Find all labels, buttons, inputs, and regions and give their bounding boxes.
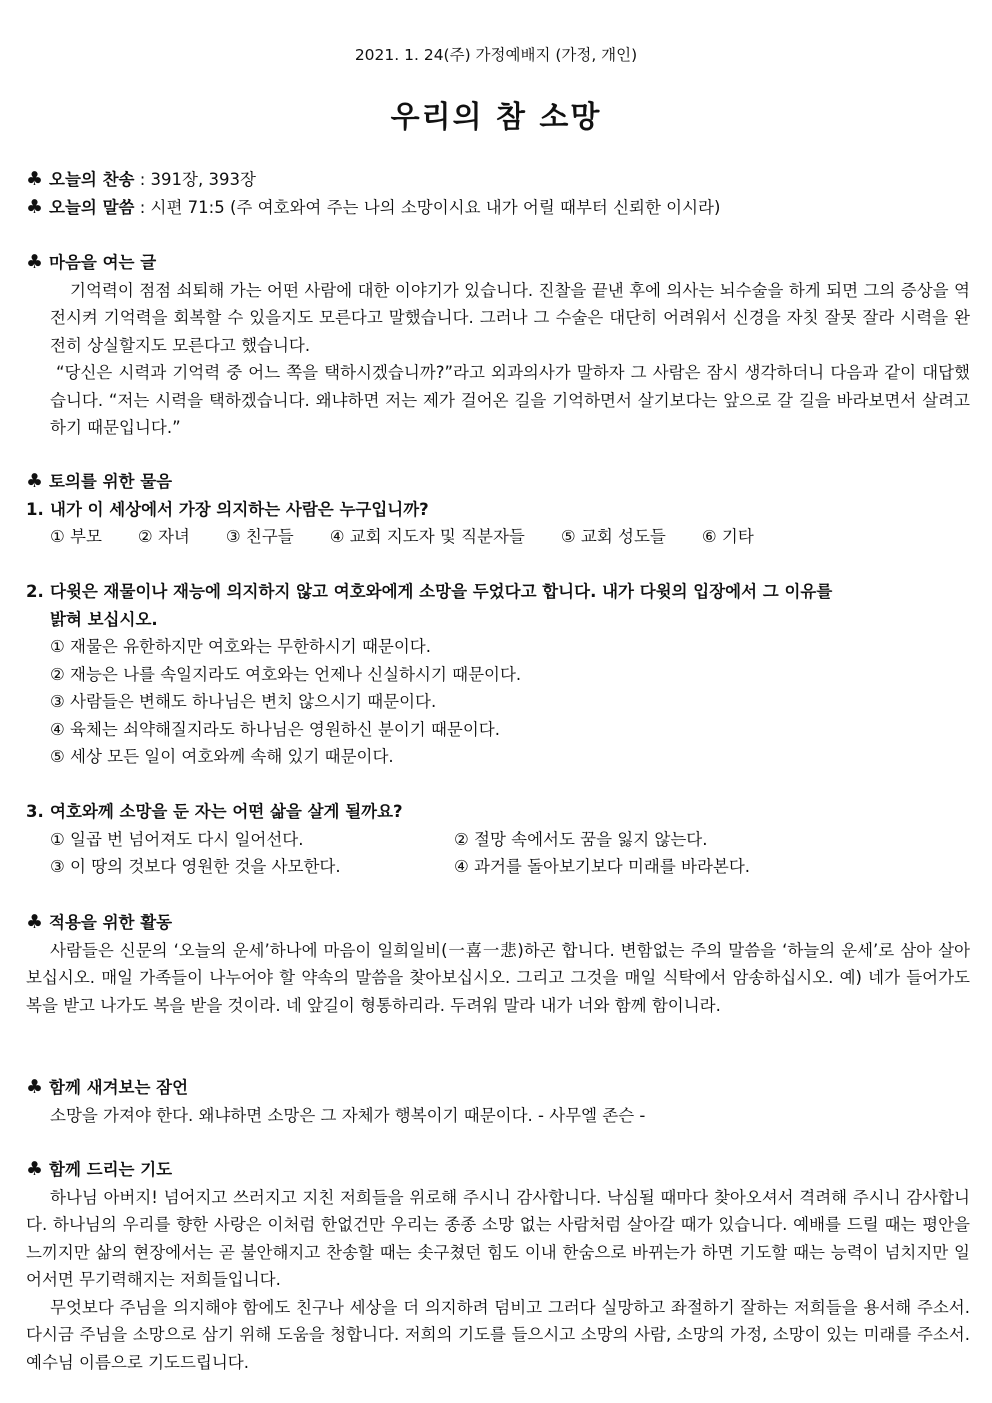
date-line: 2021. 1. 24(주) 가정예배지 (가정, 개인) [354,46,638,64]
section-title: 함께 드리는 기도 [49,1160,173,1179]
question-number: 2. [26,582,44,601]
question-1 [26,496,970,524]
option: ① 부모 [50,527,102,546]
info-section [26,166,970,221]
opening-heading [26,249,970,277]
question-3-section [26,798,970,881]
hymn-label: 오늘의 찬송 [49,170,135,189]
option: ① 일곱 번 넘어져도 다시 일어선다. [50,829,304,849]
section-title: 적용을 위한 활동 [49,913,173,932]
word-line [26,194,970,222]
option: ③ 사람들은 변해도 하나님은 변치 않으시기 때문이다. [50,692,437,711]
option: ④ 과거를 돌아보기보다 미래를 바라본다. [454,857,751,876]
option: ④ 교회 지도자 및 직분자들 [329,527,525,546]
question-text: 다윗은 재물이나 재능에 의지하지 않고 여호와에게 소망을 두었다고 합니다. 내가 다윗의 입장에서 그 이유를 [50,582,833,601]
option: ③ 친구들 [225,527,294,546]
proverb-section [26,1074,970,1129]
opening-paragraph-1: 기억력이 점점 쇠퇴해 가는 어떤 사람에 대한 이야기가 있습니다. 진찰을 끝낸 후에 의사는 뇌수술을 하게 되면 그의 증상을 역전시켜 기억력을 회복할 수 있을지도 모른다고 말했습니다. 그러나 그 수술은 대단히 어려워서 신경을 자칫 잘못 잘라 시력을 완전히 상실할지도 모른다고 했습니다. [50,280,970,355]
word-value: : 시편 71:5 (주 여호와여 주는 나의 소망이시요 내가 어릴 때부터 신뢰한 이시라) [134,197,721,217]
option: ③ 이 땅의 것보다 영원한 것을 사모한다. [50,857,341,876]
question-number: 1. [26,499,44,519]
club-bullet-icon: ♣ [26,1158,44,1180]
club-bullet-icon: ♣ [26,1076,44,1098]
opening-paragraph-2: “당신은 시력과 기억력 중 어느 쪽을 택하시겠습니까?”라고 외과의사가 말하자 그 사람은 잠시 생각하더니 다음과 같이 대답했습니다. “저는 시력을 택하겠습니다. 왜냐하면 저는 제가 걸어온 길을 기억하면서 살기보다는 앞으로 갈 길을 바라보면서 살려고 하기 때문입니다.” [50,363,970,437]
proverb-text: 소망을 가져야 한다. 왜냐하면 소망은 그 자체가 행복이기 때문이다. - 사무엘 존슨 - [50,1105,646,1125]
discussion-section [26,468,970,551]
question-3 [26,798,970,826]
option: ⑤ 교회 성도들 [560,527,666,546]
option: ② 절망 속에서도 꿈을 잃지 않는다. [454,829,708,849]
prayer-paragraph-1: 하나님 아버지! 넘어지고 쓰러지고 지친 저희들을 위로해 주시니 감사합니다. 낙심될 때마다 찾아오셔서 격려해 주시니 감사합니다. 하나님의 우리를 향한 사랑은 이처럼 한없건만 우리는 종종 소망 없는 사람처럼 살아갈 때가 있습니다. 예배를 드릴 때는 평안을 느끼지만 삶의 현장에서는 곧 불안해지고 찬송할 때는 솟구쳤던 힘도 이내 한숨으로 바뀌는가 하면 기도할 때는 능력이 넘치지만 일어서면 무기력해지는 저희들입니다. [26,1187,970,1289]
question-number: 3. [26,802,44,821]
question-3-options [26,826,970,881]
option: ② 재능은 나를 속일지라도 여호와는 언제나 신실하시기 때문이다. [50,664,522,684]
word-label: 오늘의 말씀 [49,197,135,217]
application-section [26,909,970,1019]
question-2-section [26,578,970,771]
question-2 [26,578,970,606]
club-bullet-icon: ♣ [26,470,44,492]
section-title: 마음을 여는 글 [49,253,157,272]
hymn-line [26,166,970,194]
question-text: 내가 이 세상에서 가장 의지하는 사람은 누구입니까? [50,499,429,519]
club-bullet-icon: ♣ [26,251,44,273]
prayer-heading [26,1156,970,1184]
prayer-section [26,1156,970,1376]
option: ⑥ 기타 [701,527,754,546]
opening-section [26,249,970,442]
club-bullet-icon: ♣ [26,168,44,190]
option: ② 자녀 [137,527,190,546]
proverb-heading [26,1074,970,1102]
discussion-heading [26,468,970,496]
option: ① 재물은 유한하지만 여호와는 무한하시기 때문이다. [50,637,431,656]
page-title: 우리의 참 소망 [390,100,602,135]
prayer-paragraph-2: 무엇보다 주님을 의지해야 함에도 친구나 세상을 더 의지하려 덤비고 그러다 실망하고 좌절하기 잘하는 저희들을 용서해 주소서. 다시금 주님을 소망으로 삼기 위해 도움을 청합니다. 저희의 기도를 들으시고 소망의 사람, 소망의 가정, 소망이 있는 미래를 주소서. 예수님 이름으로 기도드립니다. [26,1297,970,1372]
application-text: 사람들은 신문의 ‘오늘의 운세’하나에 마음이 일희일비(一喜一悲)하곤 합니다. 변함없는 주의 말씀을 ‘하늘의 운세’로 삼아 살아 보십시오. 매일 가족들이 나누어야 할 약속의 말씀을 찾아보십시오. 그리고 그것을 매일 식탁에서 암송하십시오. 예) 네가 들어가도 복을 받고 나가도 복을 받을 것이라. 네 앞길이 형통하리라. 두려워 말라 내가 너와 함께 함이니라. [26,940,970,1015]
club-bullet-icon: ♣ [26,911,44,933]
option: ⑤ 세상 모든 일이 여호와께 속해 있기 때문이다. [50,747,394,766]
question-text: 여호와께 소망을 둔 자는 어떤 삶을 살게 될까요? [50,802,403,821]
section-title: 토의를 위한 물음 [49,472,173,491]
question-text-continued: 밝혀 보십시오. [50,609,158,629]
application-heading [26,909,970,937]
question-1-options [26,523,970,551]
option: ④ 육체는 쇠약해질지라도 하나님은 영원하신 분이기 때문이다. [50,719,500,739]
hymn-value: : 391장, 393장 [134,170,256,189]
club-bullet-icon: ♣ [26,195,44,218]
section-title: 함께 새겨보는 잠언 [49,1078,189,1097]
